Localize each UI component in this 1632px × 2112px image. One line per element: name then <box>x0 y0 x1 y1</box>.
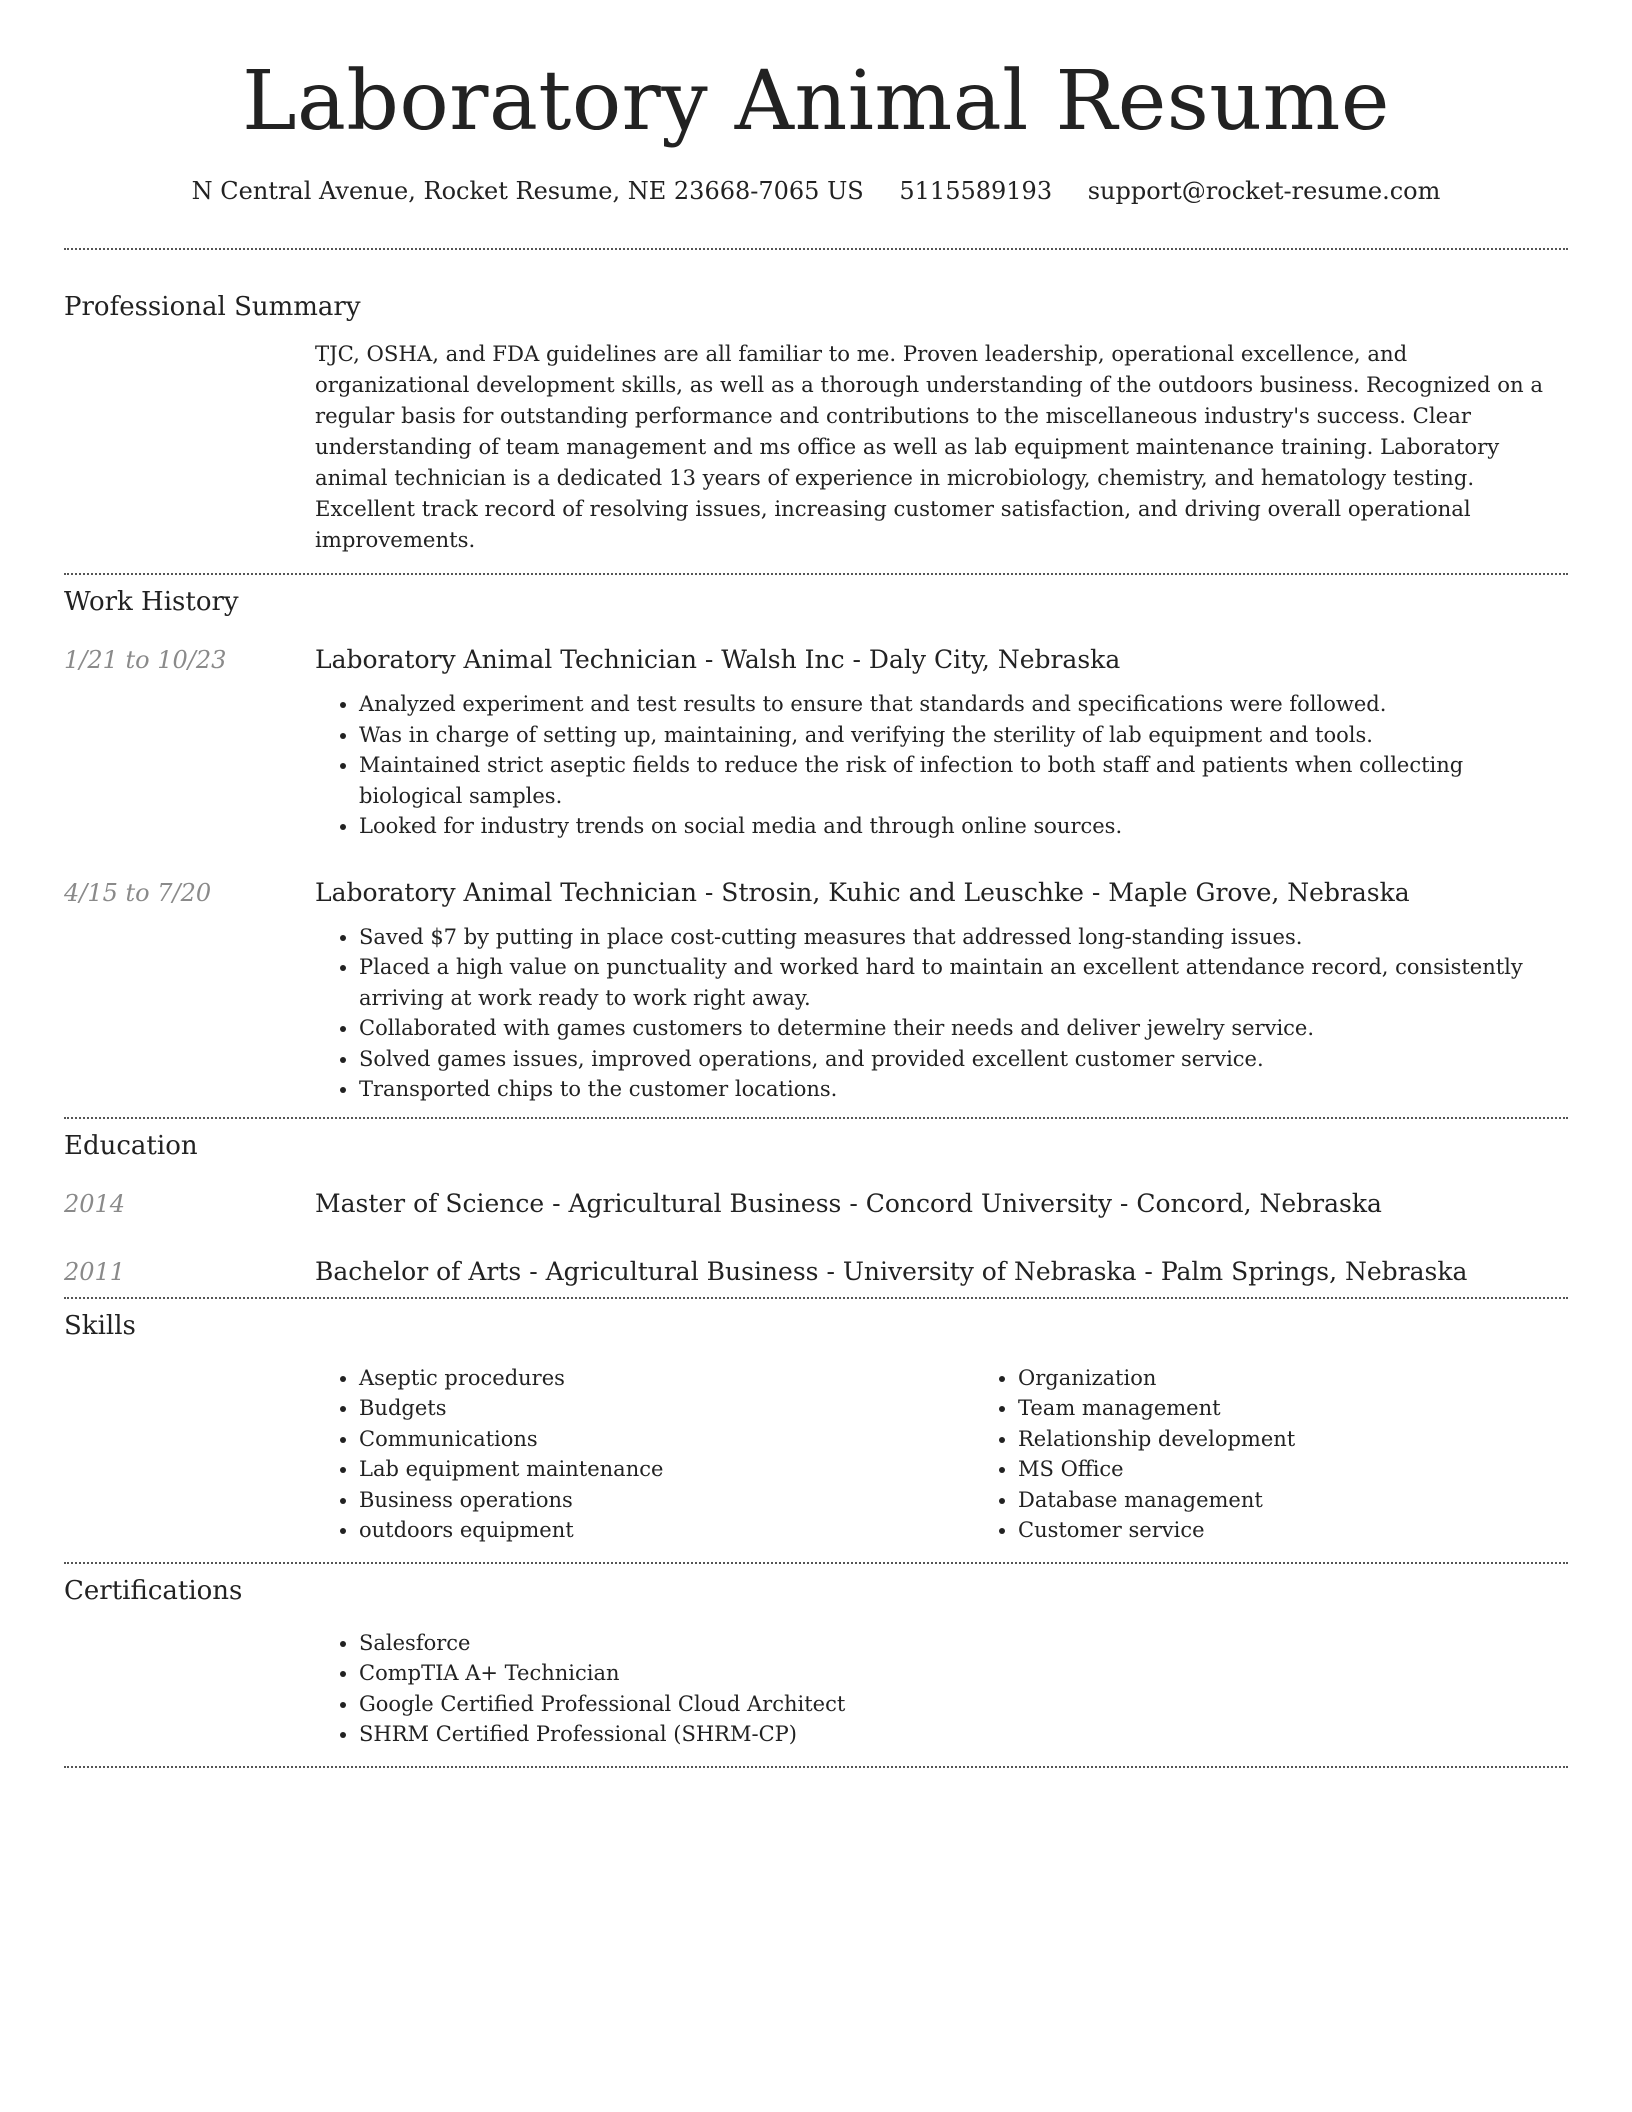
list-item: • Customer service <box>1018 1515 1632 1546</box>
list-item: • Budgets <box>359 1393 974 1424</box>
list-item: • SHRM Certified Professional (SHRM-CP) <box>359 1719 1568 1750</box>
summary-text: TJC, OSHA, and FDA guidelines are all familiar to me. Proven leadership, operational excellence, and organizational development skills, as well as a thorough understanding of the outdoors business. Recognized on a regular basis for outstanding performance and contributions to the miscellaneous industry's success. Clear understanding of team management and ms office as well as lab equipment maintenance training. Laboratory animal technician is a dedicated 13 years of experience in microbiology, chemistry, and hematology testing. Excellent track record of resolving issues, increasing customer satisfaction, and driving overall operational improvements. <box>315 341 1544 552</box>
job-heading: Laboratory Animal Technician - Walsh Inc - Daly City, Nebraska <box>315 645 1121 674</box>
list-item: • Solved games issues, improved operations, and provided excellent customer service. <box>359 1044 1568 1075</box>
education-entry <box>64 1187 1568 1221</box>
job-bullets <box>315 922 1568 1105</box>
work-title: Work History <box>64 587 239 617</box>
resume-name: Laboratory Animal Resume <box>242 54 1390 149</box>
contact-line <box>64 174 1568 208</box>
list-item: • Database management <box>1018 1485 1632 1516</box>
skills-list-left <box>315 1363 974 1546</box>
list-item: • CompTIA A+ Technician <box>359 1658 1568 1689</box>
education-entry <box>64 1255 1568 1289</box>
work-section <box>64 575 1568 1117</box>
education-title: Education <box>64 1130 198 1161</box>
list-item: • Lab equipment maintenance <box>359 1454 974 1485</box>
education-section <box>64 1119 1568 1297</box>
list-item: • Analyzed experiment and test results to ensure that standards and specifications were followed. <box>359 689 1568 720</box>
education-heading: Master of Science - Agricultural Business - Concord University - Concord, Nebraska <box>315 1188 1382 1218</box>
divider <box>64 1766 1568 1768</box>
certifications-section <box>64 1564 1568 1766</box>
skills-list-right <box>974 1363 1632 1546</box>
contact-email: support@rocket-resume.com <box>1087 177 1441 205</box>
list-item: • Was in charge of setting up, maintaining, and verifying the sterility of lab equipment and tools. <box>359 720 1568 751</box>
job-dates: 4/15 to 7/20 <box>64 878 212 907</box>
skills-section <box>64 1299 1568 1562</box>
list-item: • MS Office <box>1018 1454 1632 1485</box>
skills-title: Skills <box>64 1310 136 1341</box>
job-dates: 1/21 to 10/23 <box>64 646 227 674</box>
list-item: • Transported chips to the customer locations. <box>359 1074 1568 1105</box>
list-item: • Organization <box>1018 1363 1632 1394</box>
job-entry <box>64 876 1568 1105</box>
list-item: • Looked for industry trends on social media and through online sources. <box>359 811 1568 842</box>
list-item: • Placed a high value on punctuality and worked hard to maintain an excellent attendance record, consistently arriving at work ready to work right away. <box>359 952 1568 1013</box>
list-item: • Relationship development <box>1018 1424 1632 1455</box>
contact-address: N Central Avenue, Rocket Resume, NE 23668-7065 US <box>191 177 864 205</box>
list-item: • Communications <box>359 1424 974 1455</box>
list-item: • Google Certified Professional Cloud Architect <box>359 1689 1568 1720</box>
education-year: 2011 <box>64 1257 126 1286</box>
job-entry <box>64 643 1568 842</box>
education-year: 2014 <box>64 1189 126 1218</box>
list-item: • Salesforce <box>359 1628 1568 1659</box>
list-item: • Collaborated with games customers to determine their needs and deliver jewelry service. <box>359 1013 1568 1044</box>
summary-section <box>64 250 1568 573</box>
list-item: • Maintained strict aseptic fields to reduce the risk of infection to both staff and patients when collecting biological samples. <box>359 750 1568 811</box>
job-bullets <box>315 689 1568 842</box>
list-item: • Aseptic procedures <box>359 1363 974 1394</box>
summary-title: Professional Summary <box>64 292 361 322</box>
list-item: • Business operations <box>359 1485 974 1516</box>
list-item: • outdoors equipment <box>359 1515 974 1546</box>
contact-phone: 5115589193 <box>899 177 1053 205</box>
certifications-list <box>315 1628 1568 1750</box>
education-heading: Bachelor of Arts - Agricultural Business - University of Nebraska - Palm Springs, Nebraska <box>315 1256 1468 1286</box>
certifications-title: Certifications <box>64 1575 243 1606</box>
list-item: • Saved $7 by putting in place cost-cutting measures that addressed long-standing issues. <box>359 922 1568 953</box>
list-item: • Team management <box>1018 1393 1632 1424</box>
job-heading: Laboratory Animal Technician - Strosin, Kuhic and Leuschke - Maple Grove, Nebraska <box>315 877 1410 907</box>
